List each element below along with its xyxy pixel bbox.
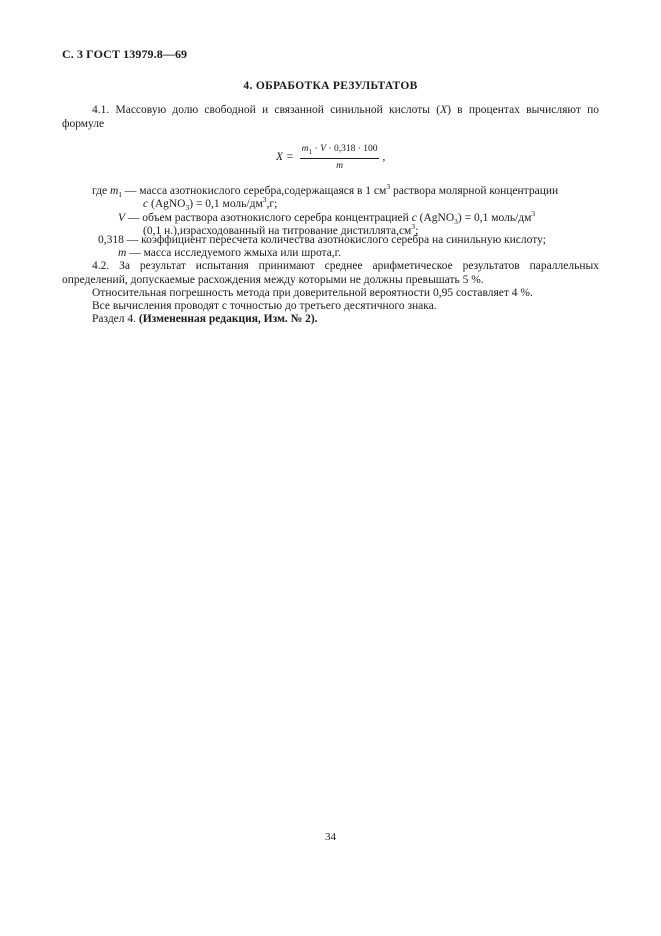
m1-symbol: m [109, 184, 119, 197]
v-agno-sub: 3 [454, 217, 458, 227]
m-text: — масса исследуемого жмыха или шрота,г. [126, 247, 341, 259]
numerator-v: V [320, 144, 327, 154]
m1-unit: ,г; [266, 197, 278, 210]
m1-conc-sup: 3 [262, 195, 267, 204]
formula-fraction [300, 144, 380, 171]
v-conc: ) = 0,1 моль/дм [457, 211, 532, 224]
m1-text: — масса азотнокислого серебра,содержащаяся в 1 см [122, 184, 387, 197]
where-label: где [92, 184, 108, 197]
formula-lhs: X = [276, 151, 294, 164]
m1-c: c [143, 197, 149, 210]
m1-text2: раствора молярной концентрации [390, 184, 559, 197]
paragraph-4-2 [62, 259, 599, 287]
section-title: 4. ОБРАБОТКА РЕЗУЛЬТАТОВ [243, 80, 418, 92]
formula-trail: , [382, 151, 386, 164]
v-line2-text: (0,1 н.),израсходованный на титрование дистиллята,см [143, 224, 412, 237]
paragraph-4-1 [62, 103, 599, 131]
m1-agno-sub: 3 [185, 203, 190, 213]
numerator-dot: · [312, 144, 321, 154]
variable-x: X [440, 104, 448, 116]
v-line2-end: ; [415, 224, 419, 237]
running-head: С. 3 ГОСТ 13979.8—69 [62, 47, 188, 61]
where-coefficient: 0,318 — коэффициент пересчета количества азотнокислого серебра на синильную кислоту; [98, 234, 546, 246]
paragraph-4-2-text: 4.2. За результат испытания принимают среднее арифметическое результатов параллельных определений, допускаемые расхождения между которыми не должны превышать 5 %. [62, 260, 599, 286]
paragraph-4-1-text-b: ) в процентах вычисляют по формуле [62, 104, 599, 130]
paragraph-calc-text: Все вычисления проводят с точностью до третьего десятичного знака. [92, 300, 437, 312]
v-conc-sup: 3 [531, 209, 536, 218]
numerator-sub: 1 [308, 146, 313, 156]
v-agno: (AgNO [416, 211, 455, 224]
formula-numerator [300, 144, 380, 159]
m-symbol: m [118, 247, 127, 259]
paragraph-calc [62, 299, 599, 313]
m1-sub: 1 [118, 190, 123, 200]
formula-denominator: m [336, 160, 344, 171]
where-m [118, 246, 341, 260]
razdel-amendment: (Измененная редакция, Изм. № 2). [138, 313, 318, 325]
numerator-rest: · 0,318 · 100 [326, 144, 378, 154]
numerator-m: m [301, 144, 309, 154]
formula [276, 144, 385, 171]
paragraph-razdel [62, 312, 599, 326]
paragraph-error [62, 286, 599, 300]
paragraph-error-text: Относительная погрешность метода при доверительной вероятности 0,95 составляет 4 %. [92, 287, 533, 299]
razdel-label: Раздел 4. [92, 313, 137, 325]
page-number: 34 [325, 831, 336, 843]
v-symbol: V [118, 211, 126, 224]
v-line2-sup: 3 [411, 222, 416, 231]
m1-agno: (AgNO [148, 197, 186, 210]
v-c: c [411, 211, 417, 224]
m1-conc: ) = 0,1 моль/дм [189, 197, 263, 210]
paragraph-4-1-text-a: 4.1. Массовую долю свободной и связанной синильной кислоты ( [92, 104, 441, 116]
v-text: — объем раствора азотнокислого серебра концентрацией [125, 211, 412, 224]
m1-sup: 3 [386, 182, 391, 191]
